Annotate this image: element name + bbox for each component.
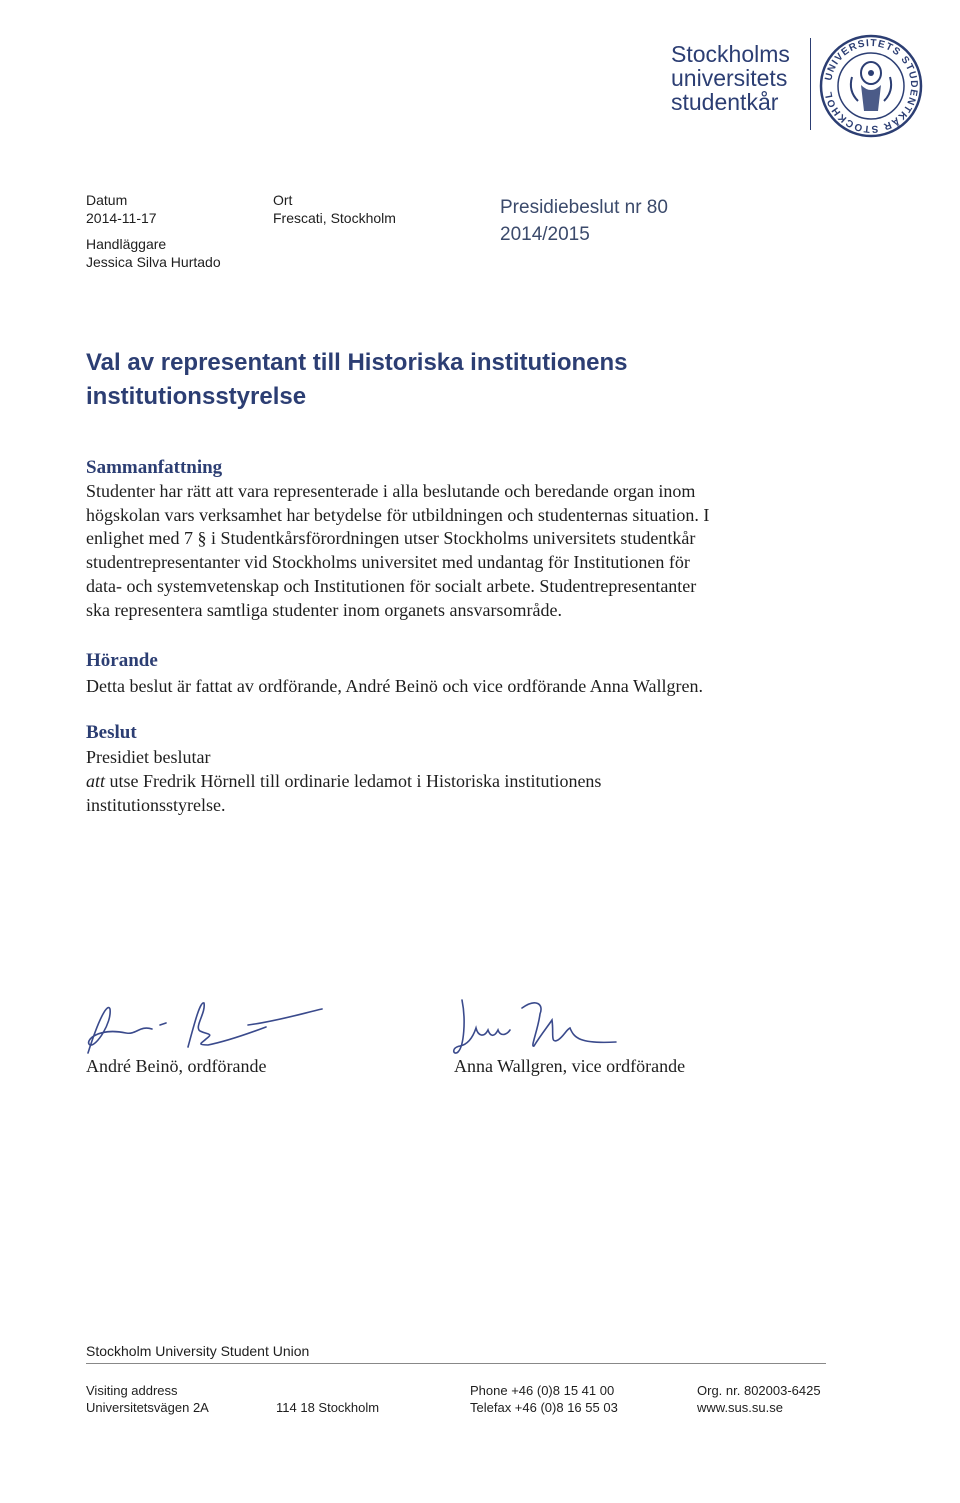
footer-divider	[86, 1363, 826, 1364]
fax-number: Telefax +46 (0)8 16 55 03	[470, 1400, 618, 1415]
date-value: 2014-11-17	[86, 210, 157, 226]
date-label: Datum	[86, 192, 128, 208]
signatory-name: André Beinö, ordförande	[86, 1056, 267, 1076]
organization-number: Org. nr. 802003-6425	[697, 1383, 821, 1398]
organization-name-line: studentkår	[671, 89, 779, 115]
postal-address: 114 18 Stockholm	[276, 1400, 380, 1415]
organization-seal-icon	[818, 33, 924, 139]
hearing-heading: Hörande	[86, 650, 158, 671]
phone-number: Phone +46 (0)8 15 41 00	[470, 1383, 615, 1398]
document-title	[86, 346, 786, 414]
logo-divider	[810, 38, 811, 130]
handler-label: Handläggare	[86, 236, 167, 252]
visiting-address-label: Visiting address	[86, 1383, 178, 1398]
decision-clause-end: institutionsstyrelse.	[86, 795, 226, 815]
signatory-name: Anna Wallgren, vice ordförande	[454, 1056, 686, 1076]
svg-text:UNIVERSITETS STUDENTKÅR STOCKH: UNIVERSITETS STUDENTKÅR STOCKHOL	[823, 37, 920, 135]
summary-line: ska representera samtliga studenter inom organets ansvarsområde.	[86, 599, 563, 620]
summary-line: data- och systemvetenskap och Institutionen för socialt arbete. Studentrepresentanter	[86, 575, 697, 596]
website-link[interactable]: www.sus.su.se	[697, 1400, 783, 1415]
organization-name-line: Stockholms	[671, 41, 790, 67]
organization-name	[671, 42, 811, 114]
decision-number: Presidiebeslut nr 80	[500, 197, 668, 218]
att-word: att	[86, 771, 106, 791]
hearing-text: Detta beslut är fattat av ordförande, André Beinö och vice ordförande Anna Wallgren.	[86, 676, 703, 696]
summary-heading: Sammanfattning	[86, 457, 223, 478]
handler-value: Jessica Silva Hurtado	[86, 254, 221, 270]
summary-line: Studenter har rätt att vara representerade i alla beslutande och beredande organ inom	[86, 481, 696, 501]
decision-intro: Presidiet beslutar	[86, 747, 211, 767]
summary-text	[86, 480, 816, 622]
street-address: Universitetsvägen 2A	[86, 1400, 209, 1415]
document-title-line: Val av representant till Historiska institutionens	[86, 349, 628, 376]
document-title-line: institutionsstyrelse	[86, 383, 307, 410]
place-value: Frescati, Stockholm	[273, 210, 396, 226]
decision-heading: Beslut	[86, 722, 137, 743]
organization-name-line: universitets	[671, 65, 788, 91]
decision-clause	[86, 770, 601, 794]
decision-clause-text: utse Fredrik Hörnell till ordinarie ledamot i Historiska institutionens	[105, 771, 602, 791]
summary-line: studentrepresentanter vid Stockholms universitet med undantag för Institutionen för	[86, 552, 690, 573]
summary-line: enlighet med 7 § i Studentkårsförordningen utser Stockholms universitets studentkår	[86, 528, 696, 549]
decision-year: 2014/2015	[500, 224, 590, 245]
footer-organization: Stockholm University Student Union	[86, 1343, 310, 1359]
place-label: Ort	[273, 192, 293, 208]
summary-line: högskolan vars verksamhet har betydelse för utbildningen och studenternas situation. I	[86, 504, 710, 525]
